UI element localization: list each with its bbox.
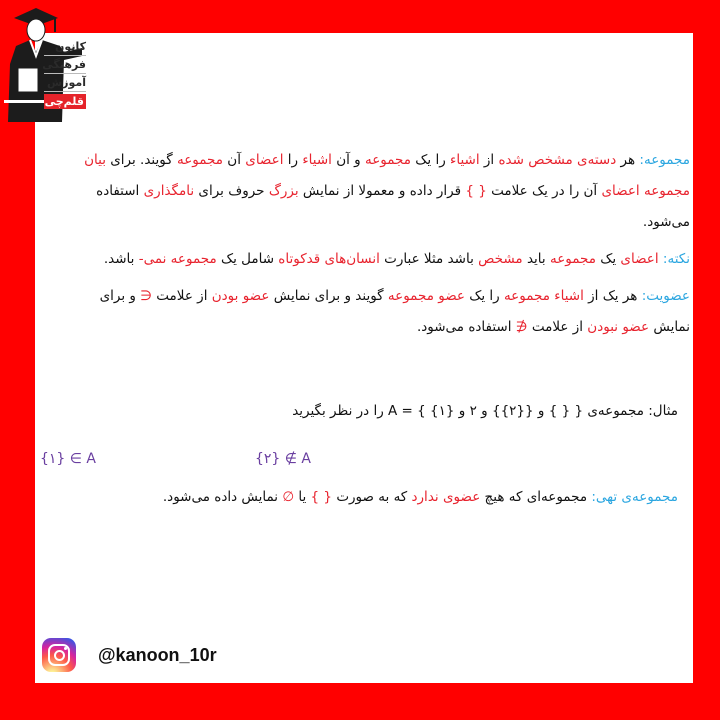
term-label: نکته:	[662, 251, 690, 267]
paragraph-membership: عضویت: هر یک از اشیاء مجموعه را یک عضو مجموعه گویند و برای نمایش عضو بودن از علامت ∈ و برای نمایش عضو نبودن از علامت ∉ استفاده می‌شود.	[99, 288, 690, 335]
footer	[42, 638, 217, 672]
example-non-member: {۲} ∉ A	[255, 451, 312, 467]
logo-word: کانون	[44, 38, 86, 56]
term-label: مجموعه:	[639, 152, 690, 168]
logo-text	[44, 38, 86, 109]
content-panel	[35, 33, 693, 683]
instagram-icon[interactable]	[42, 638, 76, 672]
example-text: مثال: مجموعه‌ی { { } و {{۲}} و ۲ و {۱} } = A را در نظر بگیرید	[292, 403, 678, 419]
term-label: مجموعه‌ی تهی:	[591, 489, 678, 505]
term-label: عضویت:	[641, 288, 690, 304]
kanoon-logo	[0, 0, 90, 125]
logo-word: آموزش	[44, 74, 86, 92]
paragraph-empty-set: مجموعه‌ی تهی: مجموعه‌ای که هیچ عضوی ندارد که به صورت { } یا ∅ نمایش داده می‌شود.	[162, 489, 678, 505]
not-element-of-symbol: ∉	[515, 319, 528, 335]
paragraph-set-definition: مجموعه: هر دسته‌ی مشخص شده از اشیاء را یک مجموعه و آن اشیاء را اعضای آن مجموعه گویند. برای بیان مجموعه اعضای آن را در یک علامت { } قرار داده و معمولا از نمایش بزرگ حروف برای نامگذاری استفاده می‌شود.	[84, 152, 690, 230]
element-of-symbol: ∈	[140, 288, 152, 304]
empty-set-symbol: ∅	[282, 489, 295, 505]
logo-word-highlight: قلم‌چی	[44, 95, 84, 108]
instagram-handle[interactable]: @kanoon_10r	[98, 644, 217, 665]
lesson-body	[62, 145, 690, 349]
example-member: {۱} ∈ A	[40, 451, 97, 467]
logo-word: فرهنگی	[44, 56, 86, 74]
paragraph-note: نکته: اعضای یک مجموعه باید مشخص باشد مثلا عبارت انسان‌های قدکوتاه شامل یک مجموعه نمی- باشد.	[103, 251, 690, 267]
